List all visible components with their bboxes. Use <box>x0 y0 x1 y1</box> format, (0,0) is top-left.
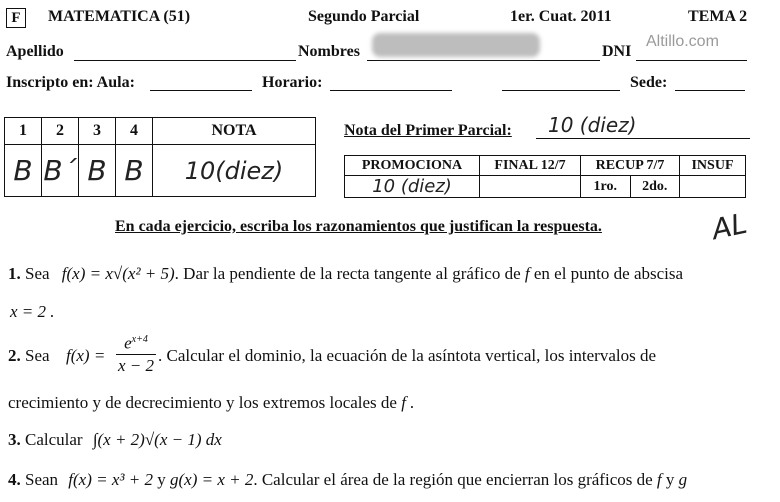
exercise-2-formula-lhs: f(x) = <box>66 346 106 365</box>
exercise-4-g: g <box>678 470 688 489</box>
extra-line[interactable] <box>502 90 620 91</box>
exam-term: 1er. Cuat. 2011 <box>510 8 612 25</box>
exercise-2 <box>8 346 50 366</box>
exercise-1-f: f <box>524 264 530 283</box>
nombres-label: Nombres <box>298 43 360 60</box>
grade-cell-nota: 10(diez) <box>153 145 316 197</box>
exercise-3-formula: ∫(x + 2)√(x − 1) dx <box>92 430 222 449</box>
grade-header-2: 2 <box>42 118 79 145</box>
signature: AL <box>708 206 750 247</box>
exercise-4-f: f <box>656 470 662 489</box>
exercise-2-text-b: . Calcular el dominio, la ecuación de la asíntota vertical, los intervalos de <box>158 346 657 365</box>
grade-header-1: 1 <box>5 118 42 145</box>
exercise-1-text-a: Sea <box>25 264 50 283</box>
status-table <box>344 155 746 198</box>
course-title: MATEMATICA (51) <box>48 8 191 25</box>
status-header-promociona: PROMOCIONA <box>345 156 480 176</box>
grades-table <box>4 117 316 197</box>
status-cell-final <box>480 176 581 198</box>
exercise-4-number: 4. <box>8 470 21 489</box>
status-cell-2do: 2do. <box>630 176 680 198</box>
exercise-2-line2-text: crecimiento y de decrecimiento y los extremos locales de <box>8 393 397 412</box>
apellido-label: Apellido <box>6 43 64 60</box>
exercise-3-text-a: Calcular <box>25 430 83 449</box>
exercise-3-number: 3. <box>8 430 21 449</box>
status-header-final: FINAL 12/7 <box>480 156 581 176</box>
exercise-4-text-b: . Calcular el área de la región que encierran los gráficos de <box>253 470 653 489</box>
exercise-4-formula-f: f(x) = x³ + 2 <box>68 470 153 489</box>
exercise-1-text-b: . Dar la pendiente de la recta tangente al gráfico de <box>174 264 521 283</box>
first-partial-line[interactable] <box>536 138 750 139</box>
first-partial-value: 10 (diez) <box>548 113 637 137</box>
course-box: F <box>6 8 26 28</box>
instruction: En cada ejercicio, escriba los razonamientos que justifican la respuesta. <box>115 218 602 235</box>
horario-line[interactable] <box>330 90 452 91</box>
exercise-1-number: 1. <box>8 264 21 283</box>
grade-header-nota: NOTA <box>153 118 316 145</box>
horario-label: Horario: <box>262 74 323 91</box>
grade-cell-4: B <box>116 145 153 197</box>
exercise-2-num-e: e <box>124 333 132 353</box>
exercise-2-line2 <box>8 393 414 413</box>
exercise-1-text-c: en el punto de abscisa <box>533 264 684 283</box>
exercise-1 <box>8 264 683 284</box>
inscripto-label: Inscripto en: Aula: <box>6 74 135 91</box>
exercise-1-formula: f(x) = x√(x² + 5) <box>61 264 175 283</box>
exercise-2-denominator: x − 2 <box>117 355 155 375</box>
first-partial-label: Nota del Primer Parcial: <box>344 122 512 139</box>
status-cell-promociona: 10 (diez) <box>345 176 480 198</box>
watermark: Altillo.com <box>646 33 719 50</box>
exercise-2-num-exp: x+4 <box>131 334 148 345</box>
exam-title: Segundo Parcial <box>308 8 420 25</box>
grade-cell-3: B <box>79 145 116 197</box>
status-cell-1ro: 1ro. <box>581 176 631 198</box>
aula-line[interactable] <box>150 90 252 91</box>
grade-header-3: 3 <box>79 118 116 145</box>
exercise-4-text-a: Sean <box>25 470 59 489</box>
apellido-line[interactable] <box>74 60 296 61</box>
sede-line[interactable] <box>675 90 745 91</box>
exercise-4-formula-g: g(x) = x + 2 <box>169 470 254 489</box>
exercise-4-y2: y <box>665 470 675 489</box>
exercise-3 <box>8 430 222 450</box>
exercise-2-line2-f: f . <box>401 393 415 412</box>
exercise-4 <box>8 470 687 490</box>
nombres-line[interactable] <box>367 60 600 61</box>
status-header-insuf: INSUF <box>680 156 746 176</box>
exercise-2-text-a: Sea <box>25 346 50 365</box>
exercise-2-number: 2. <box>8 346 21 365</box>
exercise-4-y: y <box>157 470 166 489</box>
grade-header-4: 4 <box>116 118 153 145</box>
dni-line[interactable] <box>636 60 747 61</box>
exercise-2-numerator <box>116 330 156 355</box>
grade-cell-1: B <box>5 145 42 197</box>
sede-label: Sede: <box>630 74 668 91</box>
exercise-1-line2: x = 2 . <box>10 302 55 321</box>
grade-cell-2: B´ <box>42 145 79 197</box>
exam-version: TEMA 2 <box>688 8 748 25</box>
status-header-recup: RECUP 7/7 <box>581 156 680 176</box>
exercise-2-fraction <box>116 330 156 377</box>
status-cell-insuf <box>680 176 746 198</box>
dni-label: DNI <box>602 43 632 60</box>
redacted-name <box>372 33 540 57</box>
